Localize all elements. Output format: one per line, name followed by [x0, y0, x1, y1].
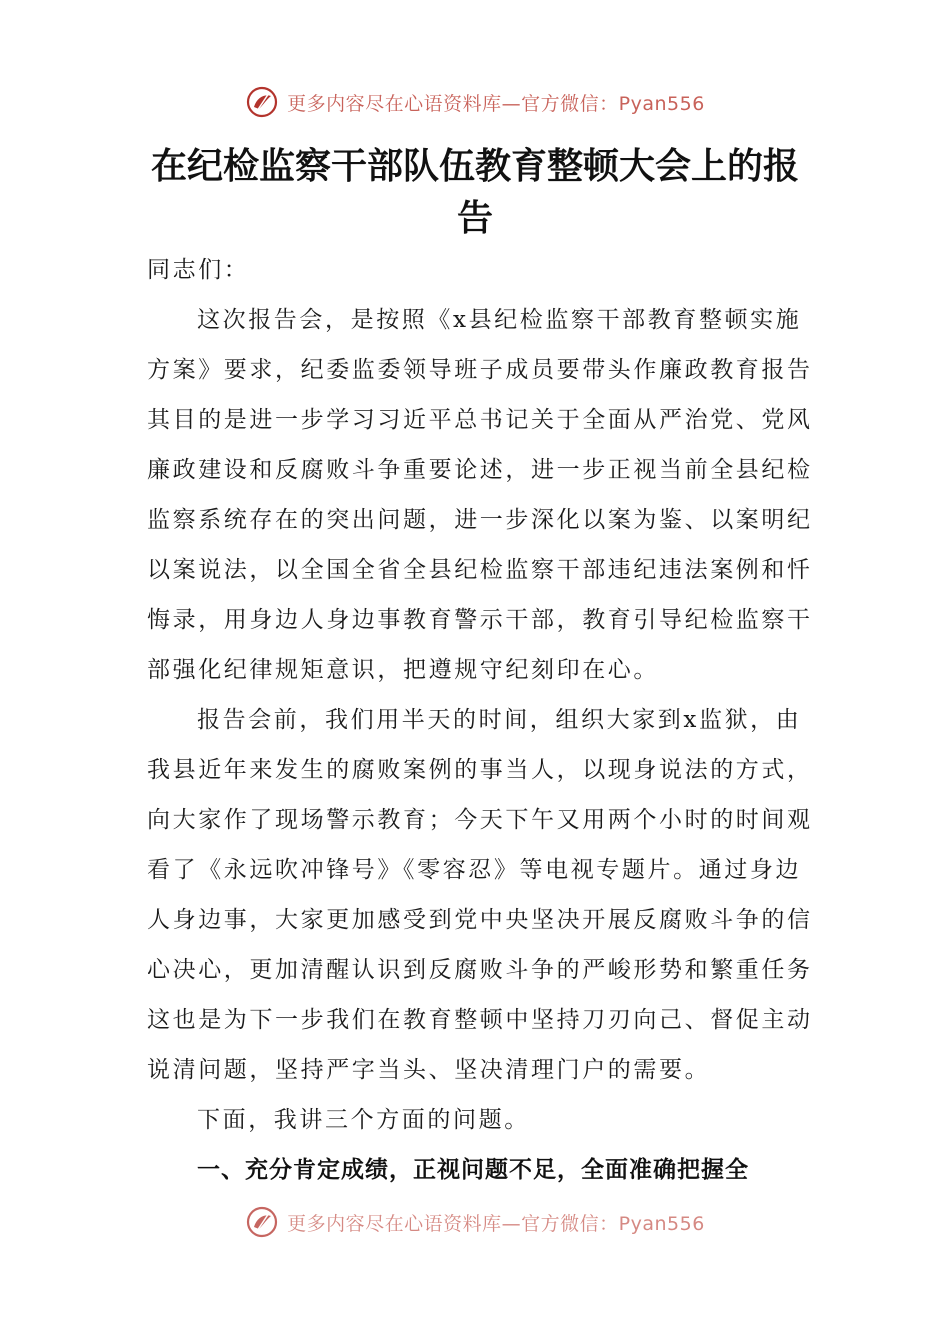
watermark-header	[0, 80, 950, 124]
salutation: 同志们：	[147, 257, 250, 283]
document-body	[147, 245, 813, 1195]
paragraph-line: 其目的是进一步学习习近平总书记关于全面从严治党、党风	[147, 407, 813, 433]
watermark-text: 更多内容尽在心语资料库—官方微信：Pyan556	[287, 1212, 705, 1235]
paragraph-line: 下面，我讲三个方面的问题。	[197, 1107, 530, 1133]
watermark-text: 更多内容尽在心语资料库—官方微信：Pyan556	[287, 92, 705, 115]
paragraph-line: 说清问题，坚持严字当头、坚决清理门户的需要。	[147, 1057, 711, 1083]
paragraph-line: 廉政建设和反腐败斗争重要论述，进一步正视当前全县纪检	[147, 457, 813, 483]
paragraph-line: 我县近年来发生的腐败案例的事当人，以现身说法的方式，	[147, 757, 813, 783]
paragraph-line: 报告会前，我们用半天的时间，组织大家到x监狱，由	[197, 707, 802, 733]
paragraph-line: 心决心，更加清醒认识到反腐败斗争的严峻形势和繁重任务	[147, 957, 813, 983]
paragraph-line: 这次报告会，是按照《x县纪检监察干部教育整顿实施	[197, 307, 802, 333]
title-line-1: 在纪检监察干部队伍教育整顿大会上的报	[150, 145, 799, 187]
document-title	[150, 140, 800, 244]
brand-logo-icon	[245, 1205, 279, 1239]
brand-logo-icon	[245, 85, 279, 119]
watermark-footer	[0, 1200, 950, 1244]
paragraph-line: 人身边事，大家更加感受到党中央坚决开展反腐败斗争的信	[147, 907, 813, 933]
paragraph-line: 以案说法，以全国全省全县纪检监察干部违纪违法案例和忏	[147, 557, 813, 583]
paragraph-line: 向大家作了现场警示教育；今天下午又用两个小时的时间观	[147, 807, 813, 833]
paragraph-line: 悔录，用身边人身边事教育警示干部，教育引导纪检监察干	[147, 607, 813, 633]
paragraph-line: 监察系统存在的突出问题，进一步深化以案为鉴、以案明纪	[147, 507, 813, 533]
paragraph-line: 部强化纪律规矩意识，把遵规守纪刻印在心。	[147, 657, 659, 683]
paragraph-line: 看了《永远吹冲锋号》《零容忍》等电视专题片。通过身边	[147, 857, 802, 883]
paragraph-line: 方案》要求，纪委监委领导班子成员要带头作廉政教育报告	[147, 357, 813, 383]
section-heading: 一、充分肯定成绩，正视问题不足，全面准确把握全	[197, 1157, 749, 1183]
title-line-2: 告	[456, 197, 493, 239]
paragraph-line: 这也是为下一步我们在教育整顿中坚持刀刃向己、督促主动	[147, 1007, 813, 1033]
